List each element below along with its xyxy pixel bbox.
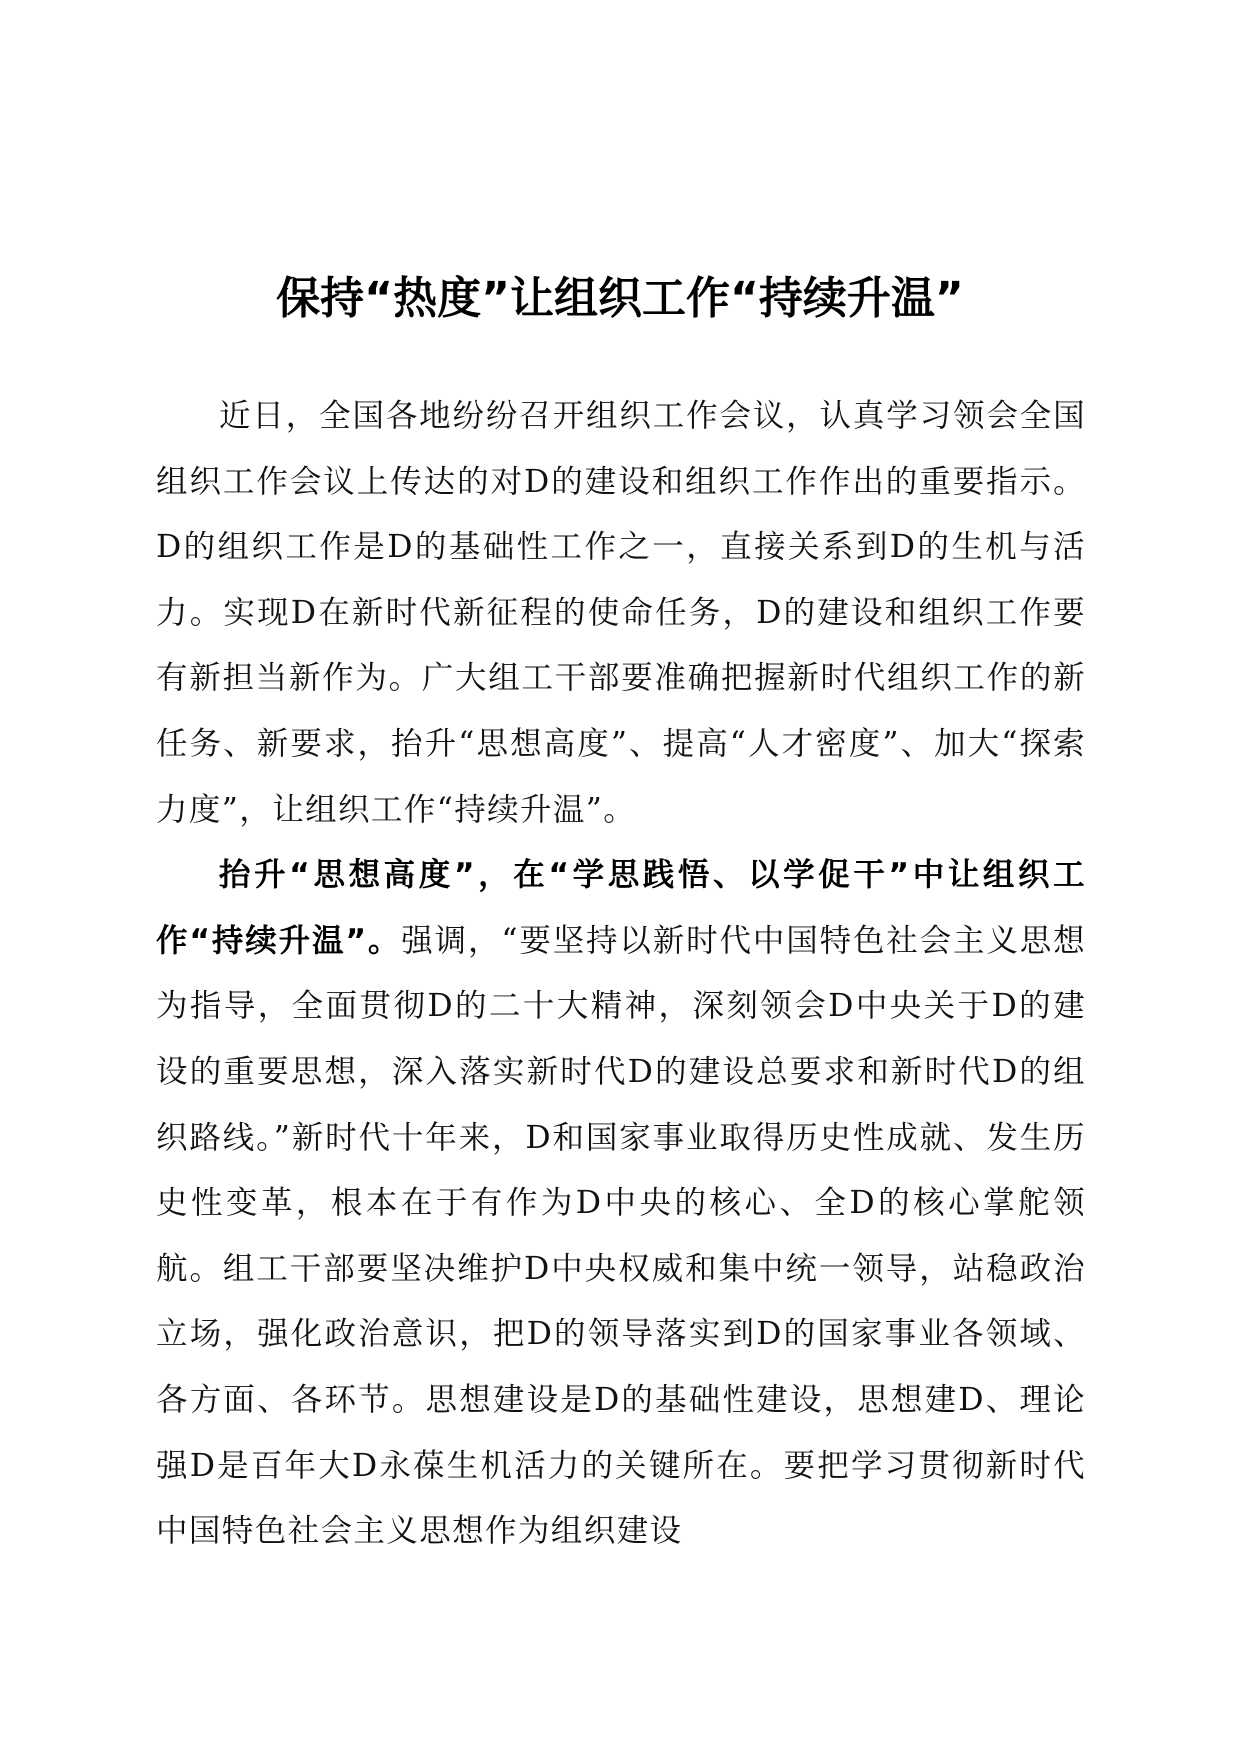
- page-title: 保持“热度”让组织工作“持续升温”: [276, 273, 964, 325]
- paragraph-text: 近日，全国各地纷纷召开组织工作会议，认真学习领会全国组织工作会议上传达的对D的建设和组织工作作出的重要指示。D的组织工作是D的基础性工作之一，直接关系到D的生机与活力。实现D在新时代新征程的使命任务，D的建设和组织工作要有新担当新作为。广大组工干部要准确把握新时代组织工作的新任务、新要求，抬升“思想高度”、提高“人才密度”、加大“探索力度”，让组织工作“持续升温”。: [156, 398, 1086, 828]
- article-body: [156, 384, 1086, 1565]
- paragraph-thought-height: [156, 843, 1086, 1565]
- paragraph-intro: [156, 384, 1086, 843]
- paragraph-lead-heading: 抬升“思想高度”，在“学思践悟、以学促干”中让组织工作“持续升温”。: [156, 857, 1086, 959]
- paragraph-text: 强调，“要坚持以新时代中国特色社会主义思想为指导，全面贯彻D的二十大精神，深刻领会D中央关于D的建设的重要思想，深入落实新时代D的建设总要求和新时代D的组织路线。”新时代十年来，D和国家事业取得历史性成就、发生历史性变革，根本在于有作为D中央的核心、全D的核心掌舵领航。组工干部要坚决维护D中央权威和集中统一领导，站稳政治立场，强化政治意识，把D的领导落实到D的国家事业各领域、各方面、各环节。思想建设是D的基础性建设，思想建D、理论强D是百年大D永葆生机活力的关键所在。要把学习贯彻新时代中国特色社会主义思想作为组织建设: [156, 922, 1086, 1550]
